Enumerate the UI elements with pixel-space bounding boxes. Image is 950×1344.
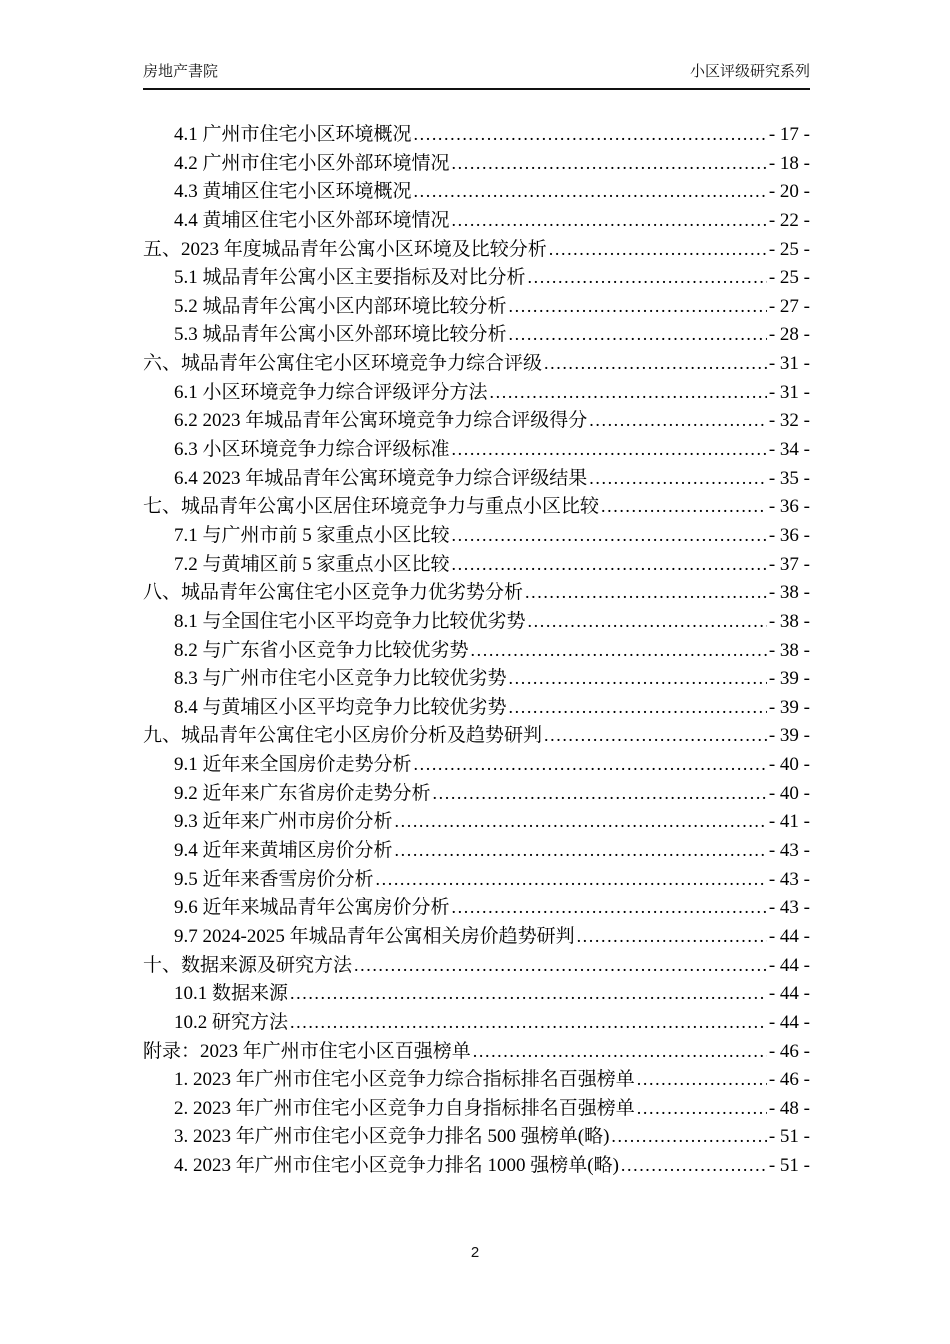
toc-entry-page: - 51 - xyxy=(768,1155,810,1177)
toc-entry-page: - 36 - xyxy=(768,524,810,546)
toc-dot-leader xyxy=(395,811,767,833)
toc-entry-page: - 44 - xyxy=(768,1011,810,1033)
toc-entry-title: 9.2 近年来广东省房价走势分析 xyxy=(174,782,431,804)
table-of-contents xyxy=(143,119,810,1179)
toc-entry xyxy=(143,491,810,520)
toc-entry-title: 6.2 2023 年城品青年公寓环境竞争力综合评级得分 xyxy=(174,410,588,432)
toc-entry-page: - 39 - xyxy=(768,725,810,747)
toc-dot-leader xyxy=(452,525,767,547)
toc-entry xyxy=(143,720,810,749)
toc-entry-title: 9.1 近年来全国房价走势分析 xyxy=(174,754,412,776)
toc-entry-title: 5.3 城品青年公寓小区外部环境比较分析 xyxy=(174,324,507,346)
toc-entry-title: 附录：2023 年广州市住宅小区百强榜单 xyxy=(143,1040,471,1062)
toc-dot-leader xyxy=(376,869,767,891)
toc-dot-leader xyxy=(452,439,767,461)
toc-entry xyxy=(143,463,810,492)
toc-entry xyxy=(143,892,810,921)
header-right-title: 小区评级研究系列 xyxy=(689,63,810,80)
toc-entry-title: 7.1 与广州市前 5 家重点小区比较 xyxy=(174,524,450,546)
toc-entry-page: - 41 - xyxy=(768,811,810,833)
toc-dot-leader xyxy=(452,210,767,232)
toc-entry xyxy=(143,921,810,950)
toc-entry xyxy=(143,1093,810,1122)
toc-entry-page: - 46 - xyxy=(768,1040,810,1062)
toc-entry-title: 6.3 小区环境竞争力综合评级标准 xyxy=(174,439,450,461)
toc-entry-page: - 40 - xyxy=(768,782,810,804)
toc-dot-leader xyxy=(589,468,767,490)
toc-dot-leader xyxy=(473,1041,767,1063)
toc-entry-title: 8.3 与广州市住宅小区竞争力比较优劣势 xyxy=(174,668,507,690)
toc-dot-leader xyxy=(354,955,767,977)
toc-entry-title: 八、城品青年公寓住宅小区竞争力优劣势分析 xyxy=(143,582,524,604)
toc-dot-leader xyxy=(509,668,767,690)
toc-entry-page: - 43 - xyxy=(768,868,810,890)
page-header xyxy=(143,62,810,82)
toc-entry xyxy=(143,319,810,348)
toc-entry-title: 4.3 黄埔区住宅小区环境概况 xyxy=(174,181,412,203)
toc-dot-leader xyxy=(290,983,767,1005)
toc-entry-page: - 27 - xyxy=(768,295,810,317)
toc-entry-page: - 22 - xyxy=(768,209,810,231)
toc-entry-page: - 25 - xyxy=(768,238,810,260)
toc-dot-leader xyxy=(549,239,767,261)
toc-entry-title: 8.2 与广东省小区竞争力比较优劣势 xyxy=(174,639,469,661)
toc-entry-page: - 48 - xyxy=(768,1097,810,1119)
toc-entry xyxy=(143,262,810,291)
toc-entry-title: 六、城品青年公寓住宅小区环境竞争力综合评级 xyxy=(143,353,543,375)
toc-entry xyxy=(143,1007,810,1036)
toc-entry-title: 8.1 与全国住宅小区平均竞争力比较优劣势 xyxy=(174,610,526,632)
toc-dot-leader xyxy=(611,1126,766,1148)
toc-entry-page: - 44 - xyxy=(768,983,810,1005)
toc-entry-page: - 38 - xyxy=(768,610,810,632)
toc-dot-leader xyxy=(525,582,767,604)
toc-entry-page: - 31 - xyxy=(768,381,810,403)
toc-dot-leader xyxy=(509,697,767,719)
toc-entry-title: 5.2 城品青年公寓小区内部环境比较分析 xyxy=(174,295,507,317)
toc-entry xyxy=(143,1036,810,1065)
toc-entry-page: - 51 - xyxy=(768,1126,810,1148)
toc-entry-title: 7.2 与黄埔区前 5 家重点小区比较 xyxy=(174,553,450,575)
toc-entry-title: 9.4 近年来黄埔区房价分析 xyxy=(174,840,393,862)
toc-dot-leader xyxy=(414,754,767,776)
toc-entry-title: 10.1 数据来源 xyxy=(174,983,289,1005)
toc-entry-page: - 43 - xyxy=(768,840,810,862)
toc-dot-leader xyxy=(509,324,767,346)
toc-entry xyxy=(143,778,810,807)
toc-entry-title: 4.1 广州市住宅小区环境概况 xyxy=(174,124,412,145)
toc-entry xyxy=(143,205,810,234)
toc-dot-leader xyxy=(589,410,767,432)
toc-entry-page: - 44 - xyxy=(768,954,810,976)
toc-entry-title: 七、城品青年公寓小区居住环境竞争力与重点小区比较 xyxy=(143,496,600,518)
toc-dot-leader xyxy=(290,1012,767,1034)
toc-dot-leader xyxy=(414,124,767,146)
toc-entry-page: - 37 - xyxy=(768,553,810,575)
toc-dot-leader xyxy=(637,1069,767,1091)
toc-dot-leader xyxy=(637,1098,767,1120)
toc-entry xyxy=(143,835,810,864)
toc-dot-leader xyxy=(414,181,767,203)
toc-dot-leader xyxy=(621,1155,767,1177)
toc-entry-page: - 36 - xyxy=(768,496,810,518)
toc-entry xyxy=(143,1064,810,1093)
toc-entry-title: 1. 2023 年广州市住宅小区竞争力综合指标排名百强榜单 xyxy=(174,1069,635,1091)
toc-entry xyxy=(143,176,810,205)
toc-entry-page: - 20 - xyxy=(768,181,810,203)
toc-entry-title: 九、城品青年公寓住宅小区房价分析及趋势研判 xyxy=(143,725,543,747)
toc-entry-page: - 46 - xyxy=(768,1069,810,1091)
toc-dot-leader xyxy=(395,840,767,862)
toc-entry-page: - 39 - xyxy=(768,696,810,718)
toc-entry xyxy=(143,978,810,1007)
toc-dot-leader xyxy=(452,153,767,175)
toc-entry xyxy=(143,749,810,778)
toc-dot-leader xyxy=(471,640,767,662)
toc-dot-leader xyxy=(509,296,767,318)
toc-entry xyxy=(143,663,810,692)
toc-entry-title: 10.2 研究方法 xyxy=(174,1011,289,1033)
toc-entry-title: 6.4 2023 年城品青年公寓环境竞争力综合评级结果 xyxy=(174,467,588,489)
toc-dot-leader xyxy=(544,353,767,375)
toc-entry-page: - 17 - xyxy=(768,124,810,145)
toc-entry-title: 2. 2023 年广州市住宅小区竞争力自身指标排名百强榜单 xyxy=(174,1097,635,1119)
toc-entry xyxy=(143,1150,810,1179)
toc-entry xyxy=(143,864,810,893)
toc-entry-page: - 18 - xyxy=(768,152,810,174)
toc-entry-page: - 38 - xyxy=(768,582,810,604)
toc-entry-page: - 34 - xyxy=(768,439,810,461)
toc-dot-leader xyxy=(601,496,767,518)
toc-entry xyxy=(143,635,810,664)
toc-entry-page: - 39 - xyxy=(768,668,810,690)
toc-entry xyxy=(143,806,810,835)
toc-entry xyxy=(143,577,810,606)
toc-entry xyxy=(143,234,810,263)
toc-dot-leader xyxy=(433,783,767,805)
toc-entry xyxy=(143,950,810,979)
toc-entry-page: - 28 - xyxy=(768,324,810,346)
toc-entry xyxy=(143,692,810,721)
toc-entry-title: 十、数据来源及研究方法 xyxy=(143,954,353,976)
toc-entry-page: - 40 - xyxy=(768,754,810,776)
toc-entry-title: 4.4 黄埔区住宅小区外部环境情况 xyxy=(174,209,450,231)
toc-entry xyxy=(143,520,810,549)
toc-entry-title: 8.4 与黄埔区小区平均竞争力比较优劣势 xyxy=(174,696,507,718)
toc-entry xyxy=(143,291,810,320)
toc-entry-page: - 25 - xyxy=(768,267,810,289)
toc-entry xyxy=(143,405,810,434)
toc-entry xyxy=(143,1121,810,1150)
toc-dot-leader xyxy=(490,382,767,404)
toc-dot-leader xyxy=(577,926,767,948)
toc-entry-page: - 32 - xyxy=(768,410,810,432)
toc-entry xyxy=(143,348,810,377)
page-footer xyxy=(0,1244,950,1261)
toc-entry-title: 9.6 近年来城品青年公寓房价分析 xyxy=(174,897,450,919)
toc-entry xyxy=(143,148,810,177)
header-divider xyxy=(143,88,810,90)
toc-dot-leader xyxy=(452,897,767,919)
toc-entry xyxy=(143,549,810,578)
toc-dot-leader xyxy=(544,725,767,747)
toc-entry-title: 3. 2023 年广州市住宅小区竞争力排名 500 强榜单(略) xyxy=(174,1126,610,1148)
toc-entry xyxy=(143,606,810,635)
toc-entry xyxy=(143,119,810,148)
toc-entry-title: 6.1 小区环境竞争力综合评级评分方法 xyxy=(174,381,488,403)
toc-dot-leader xyxy=(528,267,767,289)
toc-entry xyxy=(143,434,810,463)
toc-entry-title: 4.2 广州市住宅小区外部环境情况 xyxy=(174,152,450,174)
page-number: 2 xyxy=(470,1244,480,1261)
header-left-title: 房地产書院 xyxy=(143,63,219,80)
toc-entry-page: - 31 - xyxy=(768,353,810,375)
toc-entry-page: - 35 - xyxy=(768,467,810,489)
toc-entry-title: 9.5 近年来香雪房价分析 xyxy=(174,868,374,890)
toc-entry-title: 五、2023 年度城品青年公寓小区环境及比较分析 xyxy=(143,238,547,260)
toc-entry-title: 4. 2023 年广州市住宅小区竞争力排名 1000 强榜单(略) xyxy=(174,1155,619,1177)
toc-entry-title: 5.1 城品青年公寓小区主要指标及对比分析 xyxy=(174,267,526,289)
toc-entry-page: - 38 - xyxy=(768,639,810,661)
toc-entry-title: 9.3 近年来广州市房价分析 xyxy=(174,811,393,833)
toc-entry-page: - 43 - xyxy=(768,897,810,919)
toc-entry-page: - 44 - xyxy=(768,925,810,947)
toc-entry xyxy=(143,377,810,406)
toc-dot-leader xyxy=(528,611,767,633)
toc-entry-title: 9.7 2024-2025 年城品青年公寓相关房价趋势研判 xyxy=(174,925,575,947)
toc-dot-leader xyxy=(452,554,767,576)
